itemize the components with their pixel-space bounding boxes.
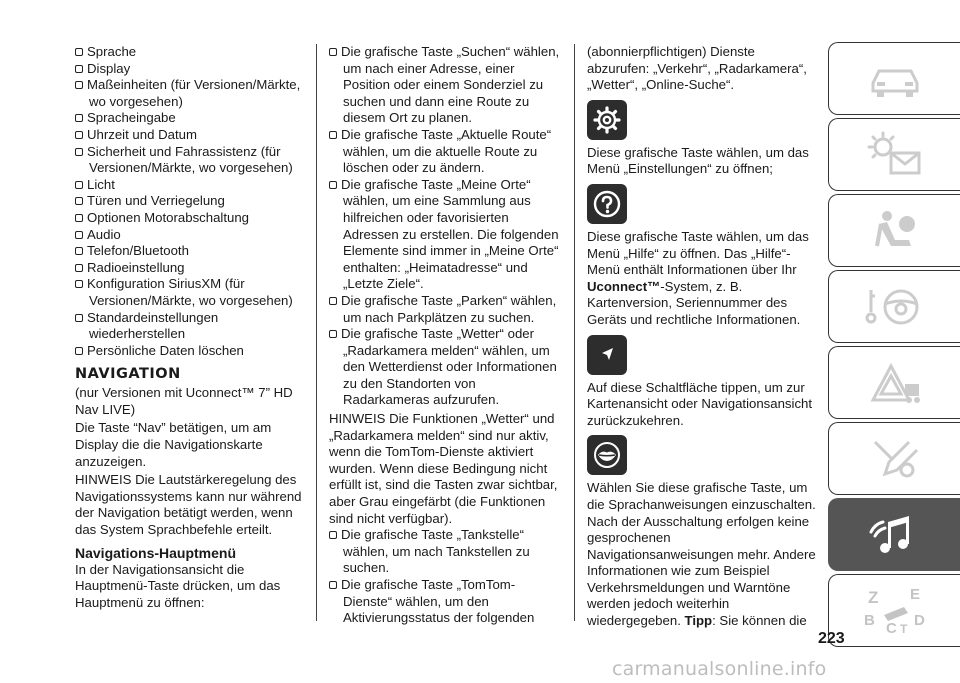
list-item: Display [75, 61, 303, 78]
car-icon [865, 59, 925, 99]
list-item: Spracheingabe [75, 110, 303, 127]
list-item: Die grafische Taste „Meine Orte“ wählen, um eine Sammlung aus hilfreichen oder favorisierten Adressen zu erstellen. Die folgenden Elemente sind immer in „Meine Orte“ enthalten: „Heimatadresse“ und „Letzte Ziele“. [329, 177, 561, 293]
list-item: Konfiguration SiriusXM (für Versionen/Märkte, wo vorgesehen) [75, 276, 303, 309]
checkbox-bullet-icon [329, 581, 337, 589]
checkbox-bullet-icon [75, 148, 83, 156]
checkbox-bullet-icon [329, 48, 337, 56]
paragraph: Auf diese Schaltfläche tippen, um zur Kartenansicht oder Navigationsansicht zurückzukehren. [587, 379, 813, 428]
column-divider [316, 44, 317, 621]
list-item: Die grafische Taste „Aktuelle Route“ wählen, um die aktuelle Route zu löschen oder zu ändern. [329, 127, 561, 177]
list-item: Türen und Verriegelung [75, 193, 303, 210]
list-item: Radioeinstellung [75, 260, 303, 277]
seat-airbag-icon [865, 206, 925, 256]
checkbox-bullet-icon [75, 48, 83, 56]
column-divider [574, 44, 575, 621]
settings-list [75, 44, 303, 359]
column-1 [75, 44, 303, 611]
subheading-main-menu: Navigations-Hauptmenü [75, 544, 237, 561]
checkbox-bullet-icon [75, 65, 83, 73]
list-item: Die grafische Taste „Tankstelle“ wählen, um nach Tankstellen zu suchen. [329, 527, 561, 577]
brand-name: Uconnect™ [587, 278, 661, 294]
checkbox-bullet-icon [75, 264, 83, 272]
column-3 [587, 44, 819, 630]
checkbox-bullet-icon [329, 330, 337, 338]
chapter-tab-vehicle[interactable] [828, 42, 960, 115]
chapter-tabs [828, 42, 960, 650]
checkbox-bullet-icon [75, 347, 83, 355]
navigation-arrow-icon [592, 340, 622, 370]
list-item: Die grafische Taste „Wetter“ oder „Radarkamera melden“ wählen, um den Wetterdienst oder Informationen zu den Standorten von Radarkameras aufzurufen. [329, 326, 561, 409]
question-icon [592, 189, 622, 219]
warning-mail-icon [863, 131, 927, 179]
list-item: Licht [75, 177, 303, 194]
paragraph: Wählen Sie diese grafische Taste, um die Sprachanweisungen einzuschalten. Nach der Ausschaltung erfolgen keine gesprochenen Navigationsanweisungen mehr. Andere Informationen wie zum Beispiel Verkehrsmeldungen und Warntöne werden jedoch weiterhin wiedergegeben. Tipp: Sie können die [587, 480, 816, 629]
multimedia-icon [863, 510, 927, 560]
column-2 [329, 44, 561, 627]
paragraph: In der Navigationsansicht die Hauptmenü-Taste drücken, um das Hauptmenü zu öffnen: [75, 561, 281, 610]
checkbox-bullet-icon [75, 314, 83, 322]
list-item: Telefon/Bluetooth [75, 243, 303, 260]
hazard-triangle-icon [863, 358, 927, 408]
voice-guidance-button-image [587, 435, 627, 475]
settings-button-image [587, 100, 627, 140]
checkbox-bullet-icon [75, 214, 83, 222]
checkbox-bullet-icon [75, 181, 83, 189]
checkbox-bullet-icon [329, 297, 337, 305]
paragraph: Diese grafische Taste wählen, um das Menü „Hilfe“ zu öffnen. Das „Hilfe“-Menü enthält Informationen über Ihr Uconnect™-System, z. B. Kartenversion, Seriennummer des Geräts und rechtliche Informationen. [587, 228, 809, 327]
checkbox-bullet-icon [75, 81, 83, 89]
checkbox-bullet-icon [75, 114, 83, 122]
list-item: Optionen Motorabschaltung [75, 210, 303, 227]
paragraph: Diese grafische Taste wählen, um das Menü „Einstellungen“ zu öffnen; [587, 144, 809, 177]
watermark: carmanualsonline.info [612, 658, 827, 680]
checkbox-bullet-icon [75, 131, 83, 139]
checkbox-bullet-icon [329, 531, 337, 539]
chapter-tab-multimedia[interactable] [828, 498, 960, 571]
checkbox-bullet-icon [329, 131, 337, 139]
help-button-image [587, 184, 627, 224]
index-letter: C [885, 619, 897, 637]
list-item: Die grafische Taste „Suchen“ wählen, um nach einer Adresse, einer Position oder einem Sonderziel zu suchen und dann eine Route zu diesem Ort zu planen. [329, 44, 561, 127]
checkbox-bullet-icon [75, 231, 83, 239]
index-letter: Z [867, 587, 878, 607]
chapter-tab-servicing[interactable] [828, 422, 960, 495]
list-item: Standardeinstellungen wiederherstellen [75, 310, 303, 343]
navigation-subtitle: (nur Versionen mit Uconnect™ 7” HD Nav LIVE) [75, 385, 293, 417]
chapter-tab-dashboard[interactable] [828, 118, 960, 191]
lips-icon [591, 440, 623, 470]
chapter-tab-safety[interactable] [828, 194, 960, 267]
tools-icon [863, 434, 927, 484]
steering-wheel-icon [863, 282, 927, 332]
note-paragraph: HINWEIS Die Lautstärkeregelung des Navigationssystems kann nur während der Navigation betätigt werden, wenn das System Sprachbefehle erteilt. [75, 472, 302, 538]
checkbox-bullet-icon [329, 181, 337, 189]
index-letter: D [913, 611, 925, 629]
list-item: Sicherheit und Fahrassistenz (für Versionen/Märkte, wo vorgesehen) [75, 144, 303, 177]
index-letter: T [899, 621, 907, 636]
checkbox-bullet-icon [75, 247, 83, 255]
list-item: Maßeinheiten (für Versionen/Märkte, wo vorgesehen) [75, 77, 303, 110]
list-item: Persönliche Daten löschen [75, 343, 303, 360]
chapter-tab-starting-driving[interactable] [828, 270, 960, 343]
section-heading-navigation: NAVIGATION [75, 366, 181, 383]
paragraph: (abonnierpflichtigen) Dienste abzurufen: „Verkehr“, „Radarkamera“, „Wetter“, „Online-Suche“. [587, 44, 807, 93]
tip-label: Tipp [684, 613, 713, 629]
list-item: Die grafische Taste „Parken“ wählen, um nach Parkplätzen zu suchen. [329, 293, 561, 326]
list-item: Sprache [75, 44, 303, 61]
chapter-tab-index[interactable] [828, 574, 960, 647]
alphabet-index-icon [860, 583, 930, 639]
paragraph: Die Taste “Nav” betätigen, um am Display die die Navigationskarte anzuzeigen. [75, 420, 272, 469]
list-item: Uhrzeit und Datum [75, 127, 303, 144]
note-paragraph: HINWEIS Die Funktionen „Wetter“ und „Radarkamera melden“ sind nur aktiv, wenn die TomTom-Dienste aktiviert wurden. Wenn diese Bedingung nicht erfüllt ist, sind die Tasten zwar sichtbar, aber Grau eingefärbt (die Funktionen sind nicht verfügbar). [329, 411, 558, 526]
back-to-map-button-image [587, 335, 627, 375]
index-letter: E [909, 585, 920, 603]
checkbox-bullet-icon [75, 280, 83, 288]
list-item: Die grafische Taste „TomTom-Dienste“ wählen, um den Aktivierungsstatus der folgenden [329, 577, 561, 627]
chapter-tab-emergency[interactable] [828, 346, 960, 419]
checkbox-bullet-icon [75, 197, 83, 205]
index-letter: B [863, 611, 875, 629]
gear-icon [592, 105, 622, 135]
list-item: Audio [75, 227, 303, 244]
page-number: 223 [818, 630, 845, 647]
